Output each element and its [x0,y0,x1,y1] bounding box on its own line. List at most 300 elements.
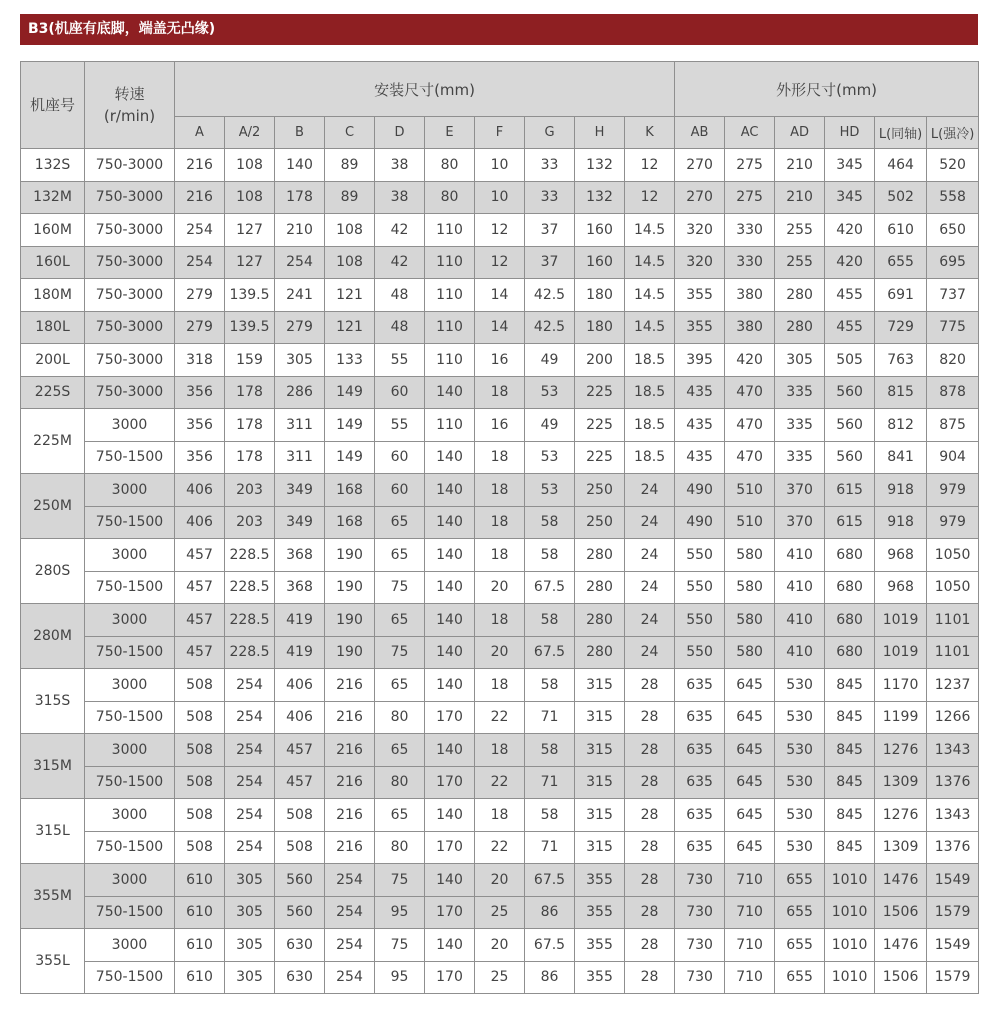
value-cell: 763 [875,344,927,377]
table-row [21,636,979,669]
value-cell: 845 [825,734,875,767]
value-cell: 530 [775,766,825,799]
value-cell: 67.5 [525,929,575,962]
value-cell: 225 [575,376,625,409]
value-cell: 1343 [927,799,979,832]
value-cell: 520 [927,149,979,182]
table-row [21,864,979,897]
value-cell: 1579 [927,896,979,929]
value-cell: 812 [875,409,927,442]
value-cell: 28 [625,864,675,897]
value-cell: 22 [475,766,525,799]
value-cell: 121 [325,279,375,312]
value-cell: 80 [425,181,475,214]
value-cell: 305 [225,896,275,929]
value-cell: 18 [475,474,525,507]
speed-header-line1: 转速 [114,85,145,103]
value-cell: 28 [625,766,675,799]
value-cell: 406 [275,669,325,702]
value-cell: 48 [375,279,425,312]
value-cell: 60 [375,376,425,409]
value-cell: 355 [675,279,725,312]
value-cell: 12 [625,149,675,182]
value-cell: 203 [225,474,275,507]
value-cell: 42 [375,246,425,279]
value-cell: 270 [675,181,725,214]
frame-cell: 132M [21,181,85,214]
speed-cell: 750-3000 [85,246,175,279]
value-cell: 508 [275,799,325,832]
value-cell: 12 [625,181,675,214]
value-cell: 216 [325,734,375,767]
table-row [21,539,979,572]
value-cell: 49 [525,344,575,377]
value-cell: 395 [675,344,725,377]
value-cell: 305 [225,864,275,897]
speed-cell: 750-1500 [85,766,175,799]
value-cell: 645 [725,799,775,832]
value-cell: 1506 [875,896,927,929]
value-cell: 530 [775,669,825,702]
value-cell: 508 [175,669,225,702]
value-cell: 225 [575,409,625,442]
value-cell: 65 [375,506,425,539]
value-cell: 225 [575,441,625,474]
speed-cell: 750-3000 [85,214,175,247]
column-header: AB [675,117,725,149]
value-cell: 435 [675,409,725,442]
value-cell: 139.5 [225,311,275,344]
value-cell: 508 [175,766,225,799]
value-cell: 108 [225,149,275,182]
value-cell: 168 [325,506,375,539]
install-dimensions-header: 安装尺寸(mm) [175,62,675,117]
value-cell: 140 [425,864,475,897]
value-cell: 695 [927,246,979,279]
value-cell: 42.5 [525,311,575,344]
column-header: L(强冷) [927,117,979,149]
value-cell: 37 [525,214,575,247]
column-header: L(同轴) [875,117,927,149]
value-cell: 53 [525,376,575,409]
value-cell: 406 [175,474,225,507]
value-cell: 159 [225,344,275,377]
value-cell: 140 [425,571,475,604]
value-cell: 140 [425,929,475,962]
value-cell: 60 [375,474,425,507]
value-cell: 630 [275,929,325,962]
value-cell: 241 [275,279,325,312]
speed-cell: 750-1500 [85,701,175,734]
value-cell: 190 [325,539,375,572]
value-cell: 228.5 [225,539,275,572]
value-cell: 710 [725,864,775,897]
table-row [21,669,979,702]
value-cell: 108 [325,246,375,279]
value-cell: 170 [425,766,475,799]
column-header: G [525,117,575,149]
value-cell: 75 [375,864,425,897]
value-cell: 279 [175,279,225,312]
value-cell: 1019 [875,636,927,669]
value-cell: 254 [225,701,275,734]
value-cell: 28 [625,669,675,702]
value-cell: 20 [475,636,525,669]
value-cell: 255 [775,246,825,279]
table-row [21,929,979,962]
value-cell: 190 [325,571,375,604]
frame-cell: 180L [21,311,85,344]
value-cell: 65 [375,734,425,767]
value-cell: 1050 [927,571,979,604]
frame-cell: 355M [21,864,85,929]
value-cell: 67.5 [525,571,575,604]
value-cell: 730 [675,864,725,897]
column-header: F [475,117,525,149]
value-cell: 24 [625,506,675,539]
column-header: AD [775,117,825,149]
value-cell: 254 [225,799,275,832]
value-cell: 380 [725,279,775,312]
speed-cell: 3000 [85,734,175,767]
value-cell: 254 [325,961,375,994]
dimension-table [20,61,979,994]
value-cell: 75 [375,571,425,604]
value-cell: 280 [775,279,825,312]
value-cell: 419 [275,636,325,669]
value-cell: 160 [575,214,625,247]
table-row [21,409,979,442]
value-cell: 133 [325,344,375,377]
speed-cell: 750-3000 [85,181,175,214]
value-cell: 14.5 [625,311,675,344]
value-cell: 58 [525,734,575,767]
value-cell: 730 [675,961,725,994]
value-cell: 108 [325,214,375,247]
value-cell: 254 [175,246,225,279]
value-cell: 89 [325,149,375,182]
value-cell: 22 [475,701,525,734]
column-header: B [275,117,325,149]
value-cell: 203 [225,506,275,539]
value-cell: 132 [575,149,625,182]
speed-cell: 750-3000 [85,279,175,312]
frame-cell: 280M [21,604,85,669]
value-cell: 349 [275,474,325,507]
frame-cell: 160L [21,246,85,279]
speed-cell: 3000 [85,539,175,572]
value-cell: 18.5 [625,409,675,442]
value-cell: 65 [375,669,425,702]
value-cell: 65 [375,539,425,572]
value-cell: 875 [927,409,979,442]
table-row [21,311,979,344]
value-cell: 127 [225,246,275,279]
value-cell: 18 [475,734,525,767]
value-cell: 680 [825,604,875,637]
value-cell: 655 [775,961,825,994]
value-cell: 918 [875,474,927,507]
value-cell: 53 [525,474,575,507]
value-cell: 1376 [927,831,979,864]
value-cell: 80 [375,766,425,799]
value-cell: 530 [775,799,825,832]
value-cell: 1376 [927,766,979,799]
table-row [21,376,979,409]
frame-cell: 160M [21,214,85,247]
value-cell: 216 [325,669,375,702]
value-cell: 216 [325,701,375,734]
value-cell: 645 [725,734,775,767]
value-cell: 435 [675,376,725,409]
value-cell: 228.5 [225,636,275,669]
value-cell: 20 [475,571,525,604]
value-cell: 14 [475,279,525,312]
value-cell: 254 [325,896,375,929]
value-cell: 318 [175,344,225,377]
value-cell: 1050 [927,539,979,572]
value-cell: 1266 [927,701,979,734]
value-cell: 645 [725,766,775,799]
value-cell: 89 [325,181,375,214]
value-cell: 200 [575,344,625,377]
value-cell: 315 [575,669,625,702]
value-cell: 178 [225,409,275,442]
value-cell: 455 [825,311,875,344]
value-cell: 254 [325,929,375,962]
table-row [21,831,979,864]
value-cell: 560 [825,409,875,442]
value-cell: 635 [675,799,725,832]
value-cell: 918 [875,506,927,539]
value-cell: 75 [375,929,425,962]
value-cell: 680 [825,636,875,669]
value-cell: 58 [525,799,575,832]
value-cell: 12 [475,214,525,247]
value-cell: 24 [625,604,675,637]
value-cell: 178 [225,376,275,409]
value-cell: 505 [825,344,875,377]
column-header: A/2 [225,117,275,149]
speed-cell: 3000 [85,474,175,507]
speed-header [85,62,175,149]
value-cell: 1237 [927,669,979,702]
value-cell: 58 [525,604,575,637]
value-cell: 635 [675,734,725,767]
value-cell: 580 [725,539,775,572]
value-cell: 968 [875,571,927,604]
column-header: AC [725,117,775,149]
value-cell: 560 [825,441,875,474]
value-cell: 108 [225,181,275,214]
value-cell: 490 [675,474,725,507]
value-cell: 410 [775,604,825,637]
value-cell: 60 [375,441,425,474]
value-cell: 356 [175,376,225,409]
value-cell: 550 [675,571,725,604]
value-cell: 71 [525,831,575,864]
value-cell: 419 [275,604,325,637]
table-row [21,279,979,312]
value-cell: 315 [575,734,625,767]
value-cell: 457 [175,571,225,604]
table-row [21,604,979,637]
speed-cell: 750-1500 [85,896,175,929]
value-cell: 250 [575,474,625,507]
value-cell: 615 [825,474,875,507]
table-row [21,734,979,767]
value-cell: 24 [625,636,675,669]
value-cell: 49 [525,409,575,442]
value-cell: 280 [575,539,625,572]
value-cell: 216 [325,831,375,864]
frame-cell: 180M [21,279,85,312]
speed-cell: 3000 [85,864,175,897]
speed-cell: 750-1500 [85,961,175,994]
column-header: C [325,117,375,149]
value-cell: 254 [225,831,275,864]
value-cell: 86 [525,961,575,994]
value-cell: 355 [575,896,625,929]
value-cell: 228.5 [225,571,275,604]
value-cell: 140 [425,799,475,832]
value-cell: 1010 [825,961,875,994]
value-cell: 530 [775,701,825,734]
value-cell: 380 [725,311,775,344]
value-cell: 10 [475,181,525,214]
value-cell: 140 [425,734,475,767]
outline-dimensions-header: 外形尺寸(mm) [675,62,979,117]
value-cell: 55 [375,409,425,442]
frame-cell: 132S [21,149,85,182]
value-cell: 279 [275,311,325,344]
value-cell: 368 [275,571,325,604]
value-cell: 420 [725,344,775,377]
value-cell: 86 [525,896,575,929]
value-cell: 28 [625,961,675,994]
value-cell: 410 [775,636,825,669]
value-cell: 95 [375,896,425,929]
value-cell: 560 [275,864,325,897]
value-cell: 210 [775,181,825,214]
speed-cell: 750-1500 [85,571,175,604]
value-cell: 508 [275,831,325,864]
value-cell: 356 [175,441,225,474]
value-cell: 275 [725,181,775,214]
value-cell: 1199 [875,701,927,734]
value-cell: 550 [675,539,725,572]
table-row [21,571,979,604]
value-cell: 508 [175,734,225,767]
value-cell: 110 [425,214,475,247]
value-cell: 67.5 [525,636,575,669]
value-cell: 335 [775,409,825,442]
value-cell: 655 [775,929,825,962]
value-cell: 1010 [825,929,875,962]
value-cell: 1549 [927,864,979,897]
value-cell: 110 [425,246,475,279]
value-cell: 140 [425,376,475,409]
value-cell: 280 [775,311,825,344]
value-cell: 635 [675,701,725,734]
value-cell: 25 [475,961,525,994]
value-cell: 710 [725,961,775,994]
value-cell: 95 [375,961,425,994]
value-cell: 149 [325,441,375,474]
value-cell: 610 [175,961,225,994]
value-cell: 140 [425,636,475,669]
value-cell: 368 [275,539,325,572]
speed-cell: 750-1500 [85,506,175,539]
value-cell: 279 [175,311,225,344]
value-cell: 502 [875,181,927,214]
speed-cell: 750-1500 [85,441,175,474]
value-cell: 420 [825,214,875,247]
value-cell: 610 [175,896,225,929]
value-cell: 58 [525,669,575,702]
speed-cell: 3000 [85,929,175,962]
value-cell: 18.5 [625,344,675,377]
value-cell: 550 [675,604,725,637]
frame-cell: 225M [21,409,85,474]
speed-header-line2: (r/min) [103,107,156,125]
value-cell: 355 [575,929,625,962]
value-cell: 140 [425,441,475,474]
value-cell: 406 [275,701,325,734]
value-cell: 38 [375,149,425,182]
value-cell: 645 [725,669,775,702]
value-cell: 33 [525,181,575,214]
value-cell: 24 [625,474,675,507]
value-cell: 18.5 [625,376,675,409]
value-cell: 12 [475,246,525,279]
speed-cell: 3000 [85,669,175,702]
value-cell: 20 [475,929,525,962]
value-cell: 110 [425,409,475,442]
value-cell: 508 [175,701,225,734]
table-row [21,181,979,214]
value-cell: 345 [825,181,875,214]
value-cell: 14.5 [625,214,675,247]
value-cell: 305 [275,344,325,377]
table-row [21,799,979,832]
value-cell: 180 [575,279,625,312]
value-cell: 311 [275,409,325,442]
value-cell: 210 [775,149,825,182]
column-header: A [175,117,225,149]
value-cell: 20 [475,864,525,897]
value-cell: 178 [225,441,275,474]
value-cell: 110 [425,279,475,312]
value-cell: 457 [275,766,325,799]
value-cell: 71 [525,766,575,799]
value-cell: 28 [625,734,675,767]
value-cell: 650 [927,214,979,247]
value-cell: 335 [775,376,825,409]
value-cell: 1170 [875,669,927,702]
table-row [21,214,979,247]
value-cell: 530 [775,831,825,864]
table-row [21,441,979,474]
value-cell: 14 [475,311,525,344]
value-cell: 508 [175,831,225,864]
value-cell: 42 [375,214,425,247]
value-cell: 121 [325,311,375,344]
table-row [21,506,979,539]
value-cell: 655 [775,896,825,929]
speed-cell: 3000 [85,409,175,442]
frame-cell: 250M [21,474,85,539]
